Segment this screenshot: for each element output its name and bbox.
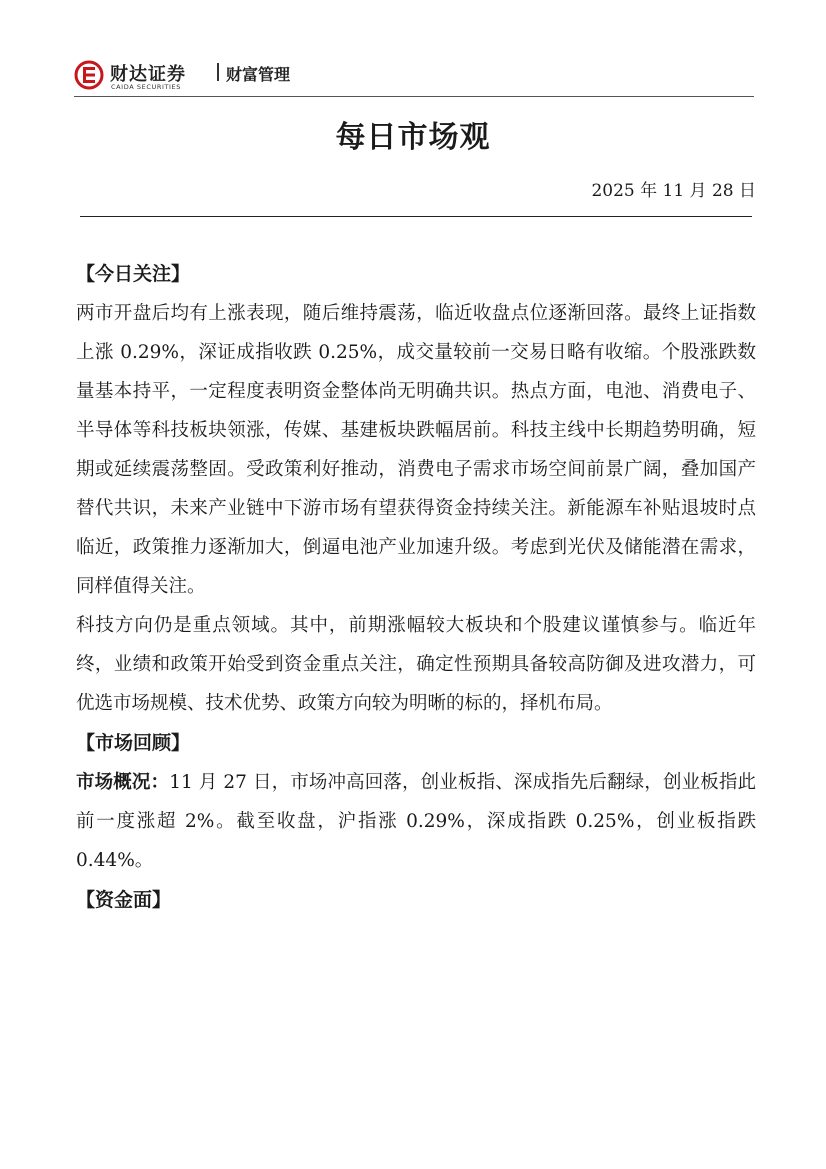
review-paragraph — [76, 763, 756, 880]
today-paragraph-2: 科技方向仍是重点领域。其中，前期涨幅较大板块和个股建议谨慎参与。临近年终，业绩和政策开始受到资金重点关注，确定性预期具备较高防御及进攻潜力，可优选市场规模、技术优势、政策方向较为明晰的标的，择机布局。 — [76, 615, 756, 714]
header-rule — [74, 96, 754, 97]
brand-name: 财达证券 — [110, 64, 186, 85]
section-heading-today: 【今日关注】 — [76, 263, 191, 285]
section-heading-review: 【市场回顾】 — [76, 732, 191, 754]
page-title: 每日市场观 — [335, 120, 491, 155]
report-header — [74, 56, 754, 96]
section-heading-funds: 【资金面】 — [76, 889, 172, 911]
brand-name-english: CAIDA SECURITIES — [111, 83, 181, 91]
review-lead-label: 市场概况： — [76, 772, 170, 793]
report-body — [76, 254, 756, 920]
brand-divider — [217, 63, 219, 81]
review-text: 11 月 27 日，市场冲高回落，创业板指、深成指先后翻绿，创业板指此前一度涨超 2%。截至收盘，沪指涨 0.29%，深成指跌 0.25%，创业板指跌 0.44%。 — [76, 772, 756, 871]
brand-subtitle: 财富管理 — [226, 65, 291, 84]
caida-logo-icon — [74, 60, 104, 90]
today-paragraph-1: 两市开盘后均有上涨表现，随后维持震荡，临近收盘点位逐渐回落。最终上证指数上涨 0.29%，深证成指收跌 0.25%，成交量较前一交易日略有收缩。个股涨跌数量基本持平，一定程度表明资金整体尚无明确共识。热点方面，电池、消费电子、半导体等科技板块领涨，传媒、基建板块跌幅居前。科技主线中长期趋势明确，短期或延续震荡整固。受政策利好推动，消费电子需求市场空间前景广阔，叠加国产替代共识，未来产业链中下游市场有望获得资金持续关注。新能源车补贴退坡时点临近，政策推力逐渐加大，倒逼电池产业加速升级。考虑到光伏及储能潜在需求，同样值得关注。 — [76, 303, 756, 597]
title-divider — [80, 216, 752, 217]
report-date: 2025 年 11 月 28 日 — [591, 181, 756, 201]
